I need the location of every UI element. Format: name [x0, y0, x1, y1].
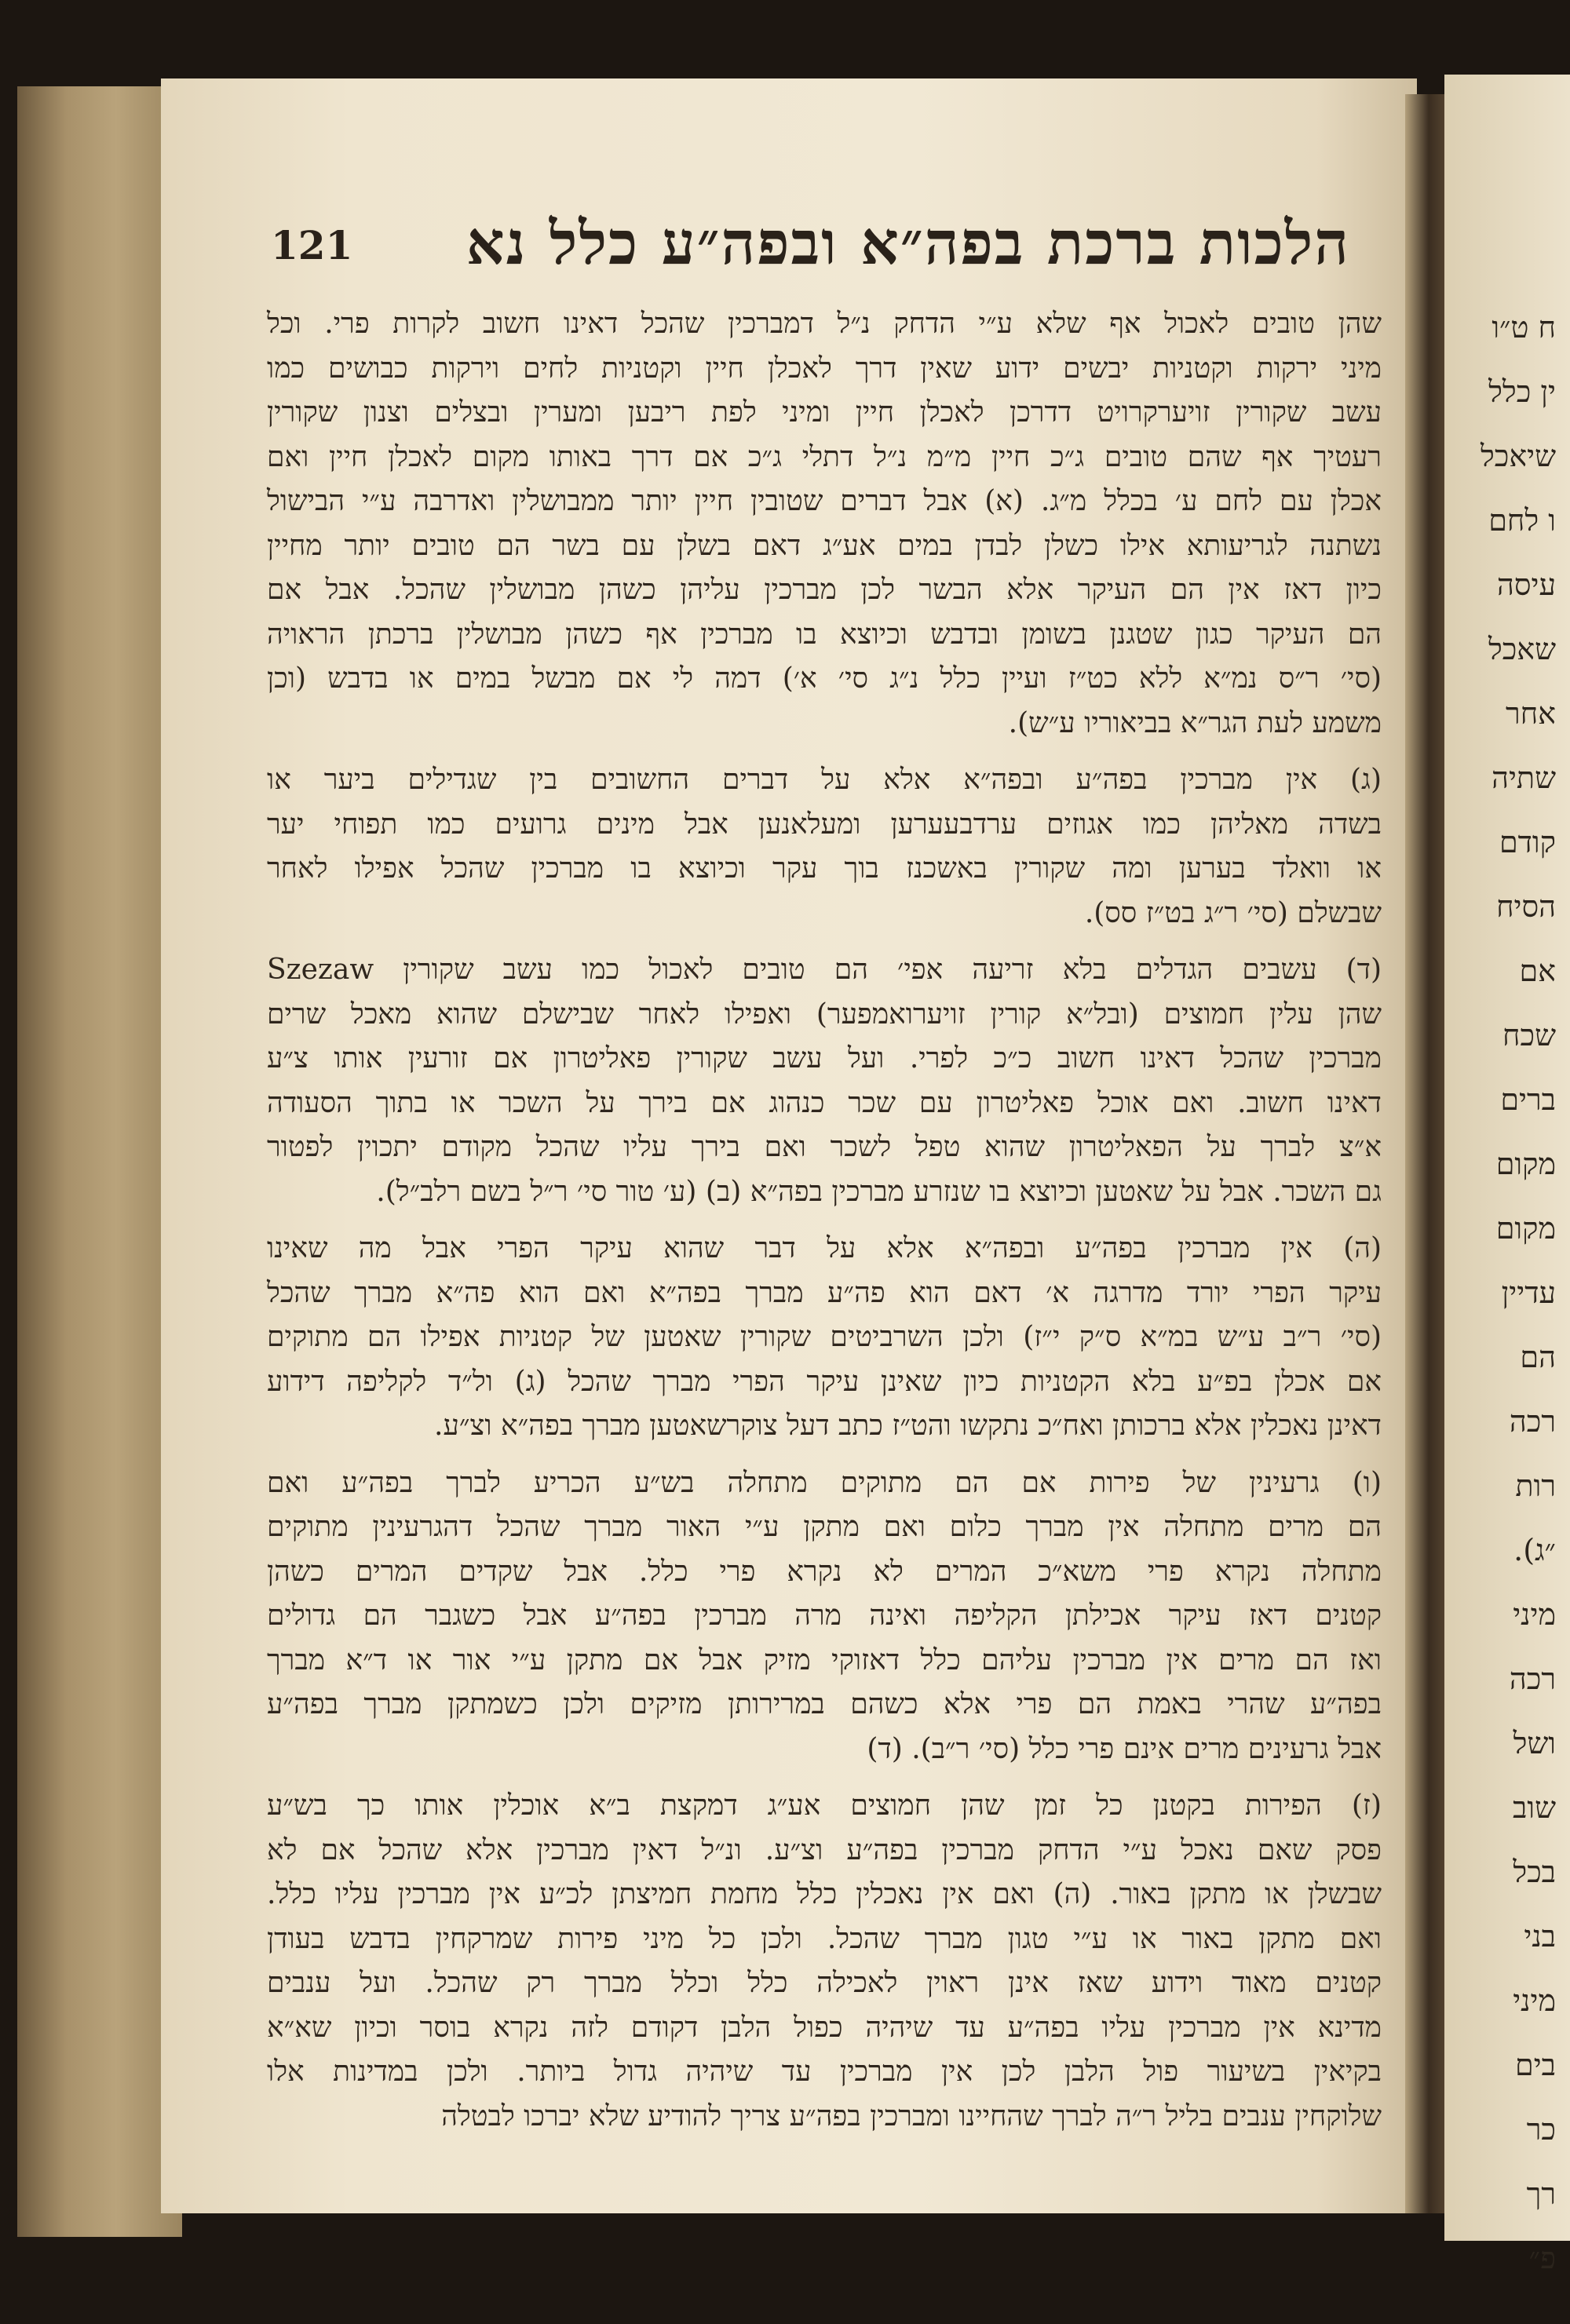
right-page-text-fragment: ברים	[1500, 1082, 1556, 1117]
text-line: שבשלן או מתקן באור. (ה) ואם אין נאכלין כלל מחמת חמיצתן לכ״ע אין מברכין עליו כלל.	[267, 1878, 1382, 1910]
text-line: (ז) הפירות בקטנן כל זמן שהן חמוצים אע״ג דמקצת ב״א אוכלין אותו כך בש״ע	[267, 1790, 1382, 1822]
text-line: כיון דאז אין הם העיקר אלא הבשר לכן מברכין עליהן כשהן מבושלין שהכל. אבל אם	[267, 574, 1382, 606]
body-text	[267, 302, 1382, 2139]
text-line: (סי׳ ר״ס נמ״א ללא כט״ז ועיין כלל נ״ג סי׳ א׳) דמה לי אם מבשל במים או בדבש (וכן	[267, 662, 1382, 695]
right-page-text-fragment: שוב	[1513, 1790, 1556, 1825]
right-page-text-fragment: אם	[1519, 954, 1556, 988]
right-page-text-fragment: רכה	[1509, 1662, 1556, 1696]
text-line: עשב שקורין זויערקרויט דדרכן לאכלן חיין ומיני לפת ריבען ומערין ובצלים וצנון שקורין	[267, 396, 1382, 429]
text-line: אכלן עם לחם ע׳ בכלל מ״ג. (א) אבל דברים שטובין חיין יותר ממבושלין ואדרבה ע״י הבישול	[267, 485, 1382, 517]
paragraph-gap	[267, 1449, 1382, 1461]
page-header	[259, 208, 1382, 294]
running-title: הלכות ברכת בפה״א ובפה״ע כלל נא	[466, 208, 1350, 278]
text-line: ואז הם מרים אין מברכין עליהם כלל דאזוקי מזיק אבל אם מתקן ע״י אור או ד״א מברך	[267, 1644, 1382, 1676]
paragraph-gap	[267, 936, 1382, 948]
right-page-text-fragment: ח ט״ו	[1492, 310, 1556, 345]
text-line: משמע לעת הגר״א בביאוריו ע״ש).	[1008, 706, 1382, 739]
text-line: מתחלה נקרא פרי משא״כ המרים לא נקרא פרי כלל. אבל שקדים המרים כשהן	[267, 1555, 1382, 1588]
right-page-text-fragment: מיני	[1513, 1983, 1556, 2018]
right-page-text-fragment: רות	[1515, 1468, 1556, 1503]
right-page-text-fragment: ין כלל	[1488, 374, 1556, 409]
text-line: רעטיך אף שהם טובים ג״כ חיין מ״מ נ״ל דתלי ג״כ אם דרך באותו מקום לאכלן חיין ואם	[267, 440, 1382, 473]
paragraph	[267, 758, 1382, 936]
text-line: מדינא אין מברכין עליו בפה״ע עד שיהיה כפול הלבן דקודם לזה נקרא בוסר וכיון שא״א	[267, 2011, 1382, 2044]
text-line: הם מרים מתחלה אין מברך כלום ואם מתקן ע״י האור מברך שהכל דהגרעינין מתוקים	[267, 1511, 1382, 1543]
text-line: אם אכלן בפ״ע בלא הקטניות כיון שאינן עיקר הפרי מברך שהכל (ג) ול״ד לקליפה דידוע	[267, 1365, 1382, 1398]
text-line: בשדה מאליהן כמו אגוזים ערדבעערען ומעלאנען אבל מינים גרועים כמו תפוחי יער	[267, 808, 1382, 841]
right-page-text-fragment: עדיין	[1501, 1275, 1556, 1310]
right-page-fragment	[1444, 75, 1570, 2275]
right-page-text-fragment: פ״	[1528, 2241, 1556, 2275]
text-line: פסק שאם נאכל ע״י הדחק מברכין בפה״ע וצ״ע. ונ״ל דאין מברכין אלא שהכל אם לא	[267, 1833, 1382, 1866]
text-line: דאינו חשוב. ואם אוכל פאליטרון עם שכר כנהוג אם בירך על השכר או בתוך הסעודה	[267, 1086, 1382, 1119]
paragraph-gap	[267, 1771, 1382, 1784]
paragraph	[267, 1227, 1382, 1449]
text-line: מיני ירקות וקטניות יבשים ידוע שאין דרך לאכלן חיין וקטניות לחים וירקות כבושים כמו	[267, 352, 1382, 385]
right-page-text-fragment: אחר	[1506, 696, 1556, 731]
right-page-text-fragment: ושל	[1513, 1726, 1556, 1760]
text-line: אבל גרעינים מרים אינם פרי כלל (סי׳ ר״ב). (ד)	[867, 1732, 1382, 1765]
paragraph	[267, 948, 1382, 1214]
text-line: נשתנה לגריעותא אילו כשלן לבדן במים אע״ג דאם בשלן עם בשר הם טובים יותר מחיין	[267, 529, 1382, 562]
paragraph	[267, 1784, 1382, 2139]
text-line: בקיאין בשיעור פול הלבן לכן אין מברכין עד שיהיה גדול ביותר. ולכן במדינות אלו	[267, 2056, 1382, 2088]
right-page-text-fragment: ו לחם	[1488, 503, 1556, 538]
right-page-text-fragment: ״ג).	[1513, 1533, 1556, 1567]
text-line: (סי׳ ר״ב ע״ש במ״א ס״ק י״ז) ולכן השרביטים שקורין שאטען של קטניות אפילו הם מתוקים	[267, 1321, 1382, 1353]
book-page-edges	[17, 86, 182, 2237]
right-page-text-fragment: שתיה	[1492, 761, 1556, 795]
right-page-text-fragment: בכל	[1513, 1855, 1556, 1889]
text-line: (ד) עשבים הגדלים בלא זריעה אפי׳ הם טובים לאכול כמו עשב שקורין Szezaw	[267, 954, 1382, 986]
text-line: שהן עלין חמוצים (ובל״א קורין זויערואמפער) ואפילו לאחר שבישלם שהוא מאכל שרים	[267, 998, 1382, 1031]
right-page-text-fragment: הסיח	[1496, 889, 1556, 924]
text-line: קטנים דאז עיקר אכילתן הקליפה ואינה מרה מברכין בפה״ע אבל כשגבר הם גדולים	[267, 1600, 1382, 1632]
right-page-text-fragment: בים	[1515, 2048, 1556, 2082]
right-page-text-fragment: הם	[1520, 1340, 1556, 1374]
text-line: (ו) גרעינין של פירות אם הם מתוקים מתחלה בש״ע הכריע לברך בפה״ע ואם	[267, 1466, 1382, 1499]
right-page-text-fragment: מקום	[1495, 1147, 1556, 1181]
right-page-text-fragment: שיאכל	[1480, 439, 1556, 473]
text-line: א״צ לברך על הפאליטרון שהוא טפל לשכר ואם בירך עליו שהכל מקודם יתכוין לפטור	[267, 1131, 1382, 1163]
text-line: ואם מתקן באור או ע״י טגון מברך שהכל. ולכן כל מיני פירות שמרקחין בדבש בעודן	[267, 1922, 1382, 1955]
text-line: (ה) אין מברכין בפה״ע ובפה״א אלא על דבר שהוא עיקר הפרי אבל מה שאינו	[267, 1232, 1382, 1264]
text-line: הם העיקר כגון שטגנן בשומן ובדבש וכיוצא בו מברכין אף כשהן מבושלין ברכתן הראויה	[267, 618, 1382, 651]
text-line: מברכין שהכל דאינו חשוב כ״כ לפרי. ועל עשב שקורין פאליטרון אם זורעין אותו צ״ע	[267, 1042, 1382, 1074]
text-line: שבשלם (סי׳ ר״ג בט״ז סס).	[1084, 896, 1382, 929]
text-line: קטנים מאוד וידוע שאז אינן ראוין לאכילה כלל וכלל מברך רק שהכל. ועל ענבים	[267, 1967, 1382, 1999]
text-line: שהן טובים לאכול אף שלא ע״י הדחק נ״ל דמברכין שהכל דאינו חשוב לקרות פרי. וכל	[267, 308, 1382, 340]
right-page-text-fragment: מקום	[1495, 1211, 1556, 1246]
paragraph	[267, 302, 1382, 746]
right-page-text-fragment: בני	[1524, 1919, 1556, 1954]
right-page-text-fragment: רך	[1526, 2176, 1556, 2211]
text-line: בפה״ע שהרי באמת הם פרי אלא כשהם במרירותן מזיקים ולכן כשמתקן מברך בפה״ע	[267, 1688, 1382, 1720]
right-page-text-fragment: קודם	[1499, 825, 1556, 859]
text-line: שלוקחין ענבים בליל ר״ה לברך שהחיינו ומברכין בפה״ע צריך להודיע שלא יברכו לבטלה	[441, 2100, 1382, 2132]
text-line: או וואלד בערען ומה שקורין באשכנז בוך עקר וכיוצא בו מברכין שהכל אפילו לאחר	[267, 852, 1382, 885]
text-line: עיקר הפרי יורד מדרגה א׳ דאם הוא פה״ע מברך בפה״א ואם הוא פה״א מברך שהכל	[267, 1276, 1382, 1309]
right-page-text-fragment: שכח	[1502, 1018, 1556, 1053]
page-number: 121	[271, 222, 353, 268]
text-line: דאינן נאכלין אלא ברכותן ואח״כ נתקשו והט״ז כתב דעל צוקרשאטען מברך בפה״א וצ״ע.	[434, 1410, 1382, 1442]
right-page-text-fragment: מיני	[1513, 1597, 1556, 1632]
paragraph	[267, 1461, 1382, 1772]
text-line: (ג) אין מברכין בפה״ע ובפה״א אלא על דברים החשובים בין שגדילים ביער או	[267, 764, 1382, 796]
paragraph-gap	[267, 1214, 1382, 1227]
right-page-text-fragment: כר	[1526, 2112, 1556, 2147]
paragraph-gap	[267, 746, 1382, 758]
right-page-text-fragment: שאכל	[1488, 632, 1556, 666]
text-line: גם השכר. אבל על שאטען וכיוצא בו שנזרע מברכין בפה״א (ב) (ע׳ טור סי׳ ר״ל בשם רלב״ל).	[376, 1175, 1382, 1208]
right-page-text-fragment: רכה	[1509, 1404, 1556, 1439]
right-page-text-fragment: עיסה	[1497, 567, 1556, 602]
